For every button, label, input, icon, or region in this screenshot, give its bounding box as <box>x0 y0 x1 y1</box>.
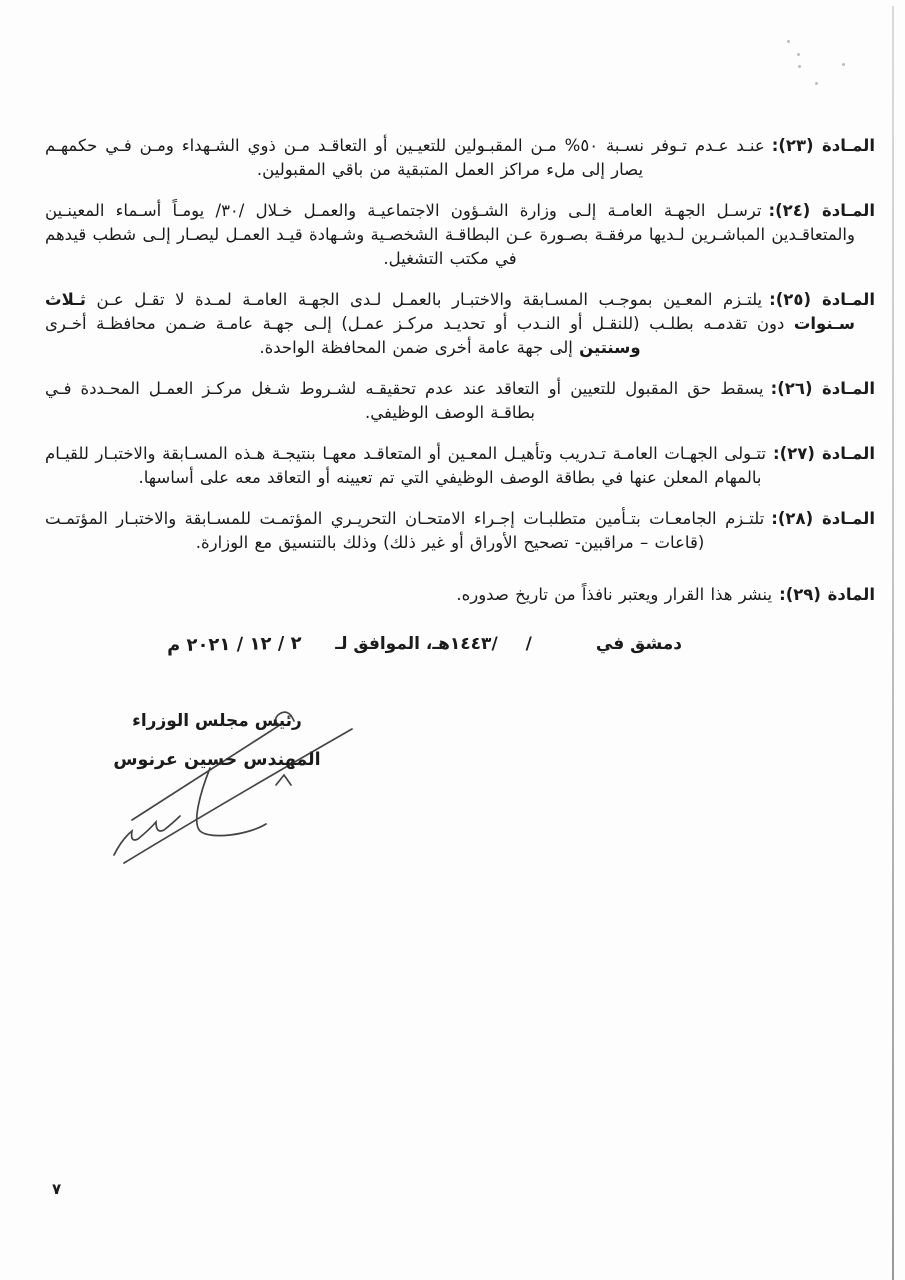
article-26-label: المـادة (٢٦): <box>770 379 876 398</box>
signatory-title: رئيس مجلس الوزراء <box>132 711 302 731</box>
article-25-bold-three-years: ثـلاث سـنوات <box>45 290 855 333</box>
article-28-text: تلتـزم الجامعـات بتـأمين متطلبـات إجـراء الامتحـان التحريـري المؤتمـت للمسـابقة والاختبـار المؤتمـت (قاعات – مراقبين- تصحيح الأوراق أو غير ذلك) وذلك بالتنسيق مع الوزارة. <box>45 509 765 552</box>
article-25-label: المـادة (٢٥): <box>769 290 875 309</box>
article-25-text-1: يلتـزم المعـين بموجـب المسـابقة والاختبـار بالعمـل لـدى الجهـة العامـة لمـدة لا تقـل عـن <box>85 290 763 309</box>
article-29 <box>45 583 875 607</box>
signature-block <box>92 709 342 772</box>
scan-edge-artifact <box>892 6 894 1280</box>
page-number: ٧ <box>52 1180 62 1198</box>
article-25 <box>45 288 875 360</box>
article-29-text: ينشر هذا القرار ويعتبر نافذاً من تاريخ صدوره. <box>456 585 773 604</box>
article-28 <box>45 507 875 555</box>
article-29-label: المادة (٢٩): <box>779 585 875 604</box>
article-25-bold-two-years: وسنتين <box>579 338 641 357</box>
article-24-label: المـادة (٢٤): <box>768 201 876 220</box>
article-26-text: يسقط حق المقبول للتعيين أو التعاقد عند عدم تحقيقـه لشـروط شـغل مركـز العمـل المحـددة فـي بطاقـة الوصف الوظيفي. <box>45 379 764 422</box>
dateline-gregorian-date-handwritten: ٢ / ١٢ / ٢٠٢١ م <box>166 632 302 657</box>
article-27 <box>45 442 875 490</box>
scan-speck <box>798 65 801 68</box>
decree-body <box>45 134 876 657</box>
scan-speck <box>787 40 790 43</box>
dateline-hijri-date: /١٤٤٣هـ، الموافق لـ <box>335 634 498 654</box>
dateline-blank-slash: / <box>525 634 532 654</box>
article-27-label: المـادة (٢٧): <box>773 444 875 463</box>
signatory-name: المهندس حسين عرنوس <box>113 750 321 770</box>
article-28-label: المـادة (٢٨): <box>771 509 875 528</box>
article-25-text-2: دون تقدمـه بطلـب (للنقـل أو النـدب أو تحديـد مركـز عمـل) إلـى جهـة عامـة ضـمن محافظـة أخـرى <box>45 314 794 333</box>
scan-speck <box>797 53 800 56</box>
scan-speck <box>842 63 845 66</box>
dateline <box>45 632 682 657</box>
article-26 <box>45 377 875 425</box>
article-23 <box>45 134 875 182</box>
article-23-text: عنـد عـدم تـوفر نسـبة ٥٠% مـن المقبـولين للتعيـين أو التعاقـد مـن ذوي الشـهداء ومـن فـي حكمهـم يصار إلى ملء مراكز العمل المتبقية من باقي المقبولين. <box>45 136 765 179</box>
article-25-text-3: إلى جهة عامة أخرى ضمن المحافظة الواحدة. <box>259 338 580 357</box>
article-24 <box>45 199 875 271</box>
scan-speck <box>815 82 818 85</box>
article-27-text: تتـولى الجهـات العامـة تـدريب وتأهيـل المعـين أو المتعاقـد معهـا بنتيجـة هـذه المسـابقة والاختبـار للقيـام بالمهام المعلن عنها في بطاقة الوصف الوظيفي التي تم تعيينه أو التعاقد معه على أساسها. <box>45 444 767 487</box>
article-24-text: ترسـل الجهـة العامـة إلـى وزارة الشـؤون الاجتماعيـة والعمـل خـلال /٣٠/ يومـاً أسـماء المعينـين والمتعاقـدين المباشـرين لـديها مرفقـة بصـورة عـن البطاقـة الشخصـية وشـهادة قيـد العمـل ليصـار إلـى شطب قيدهم في مكتب التشغيل. <box>45 201 855 268</box>
article-23-label: المـادة (٢٣): <box>771 136 875 155</box>
dateline-city: دمشق في <box>595 634 682 654</box>
